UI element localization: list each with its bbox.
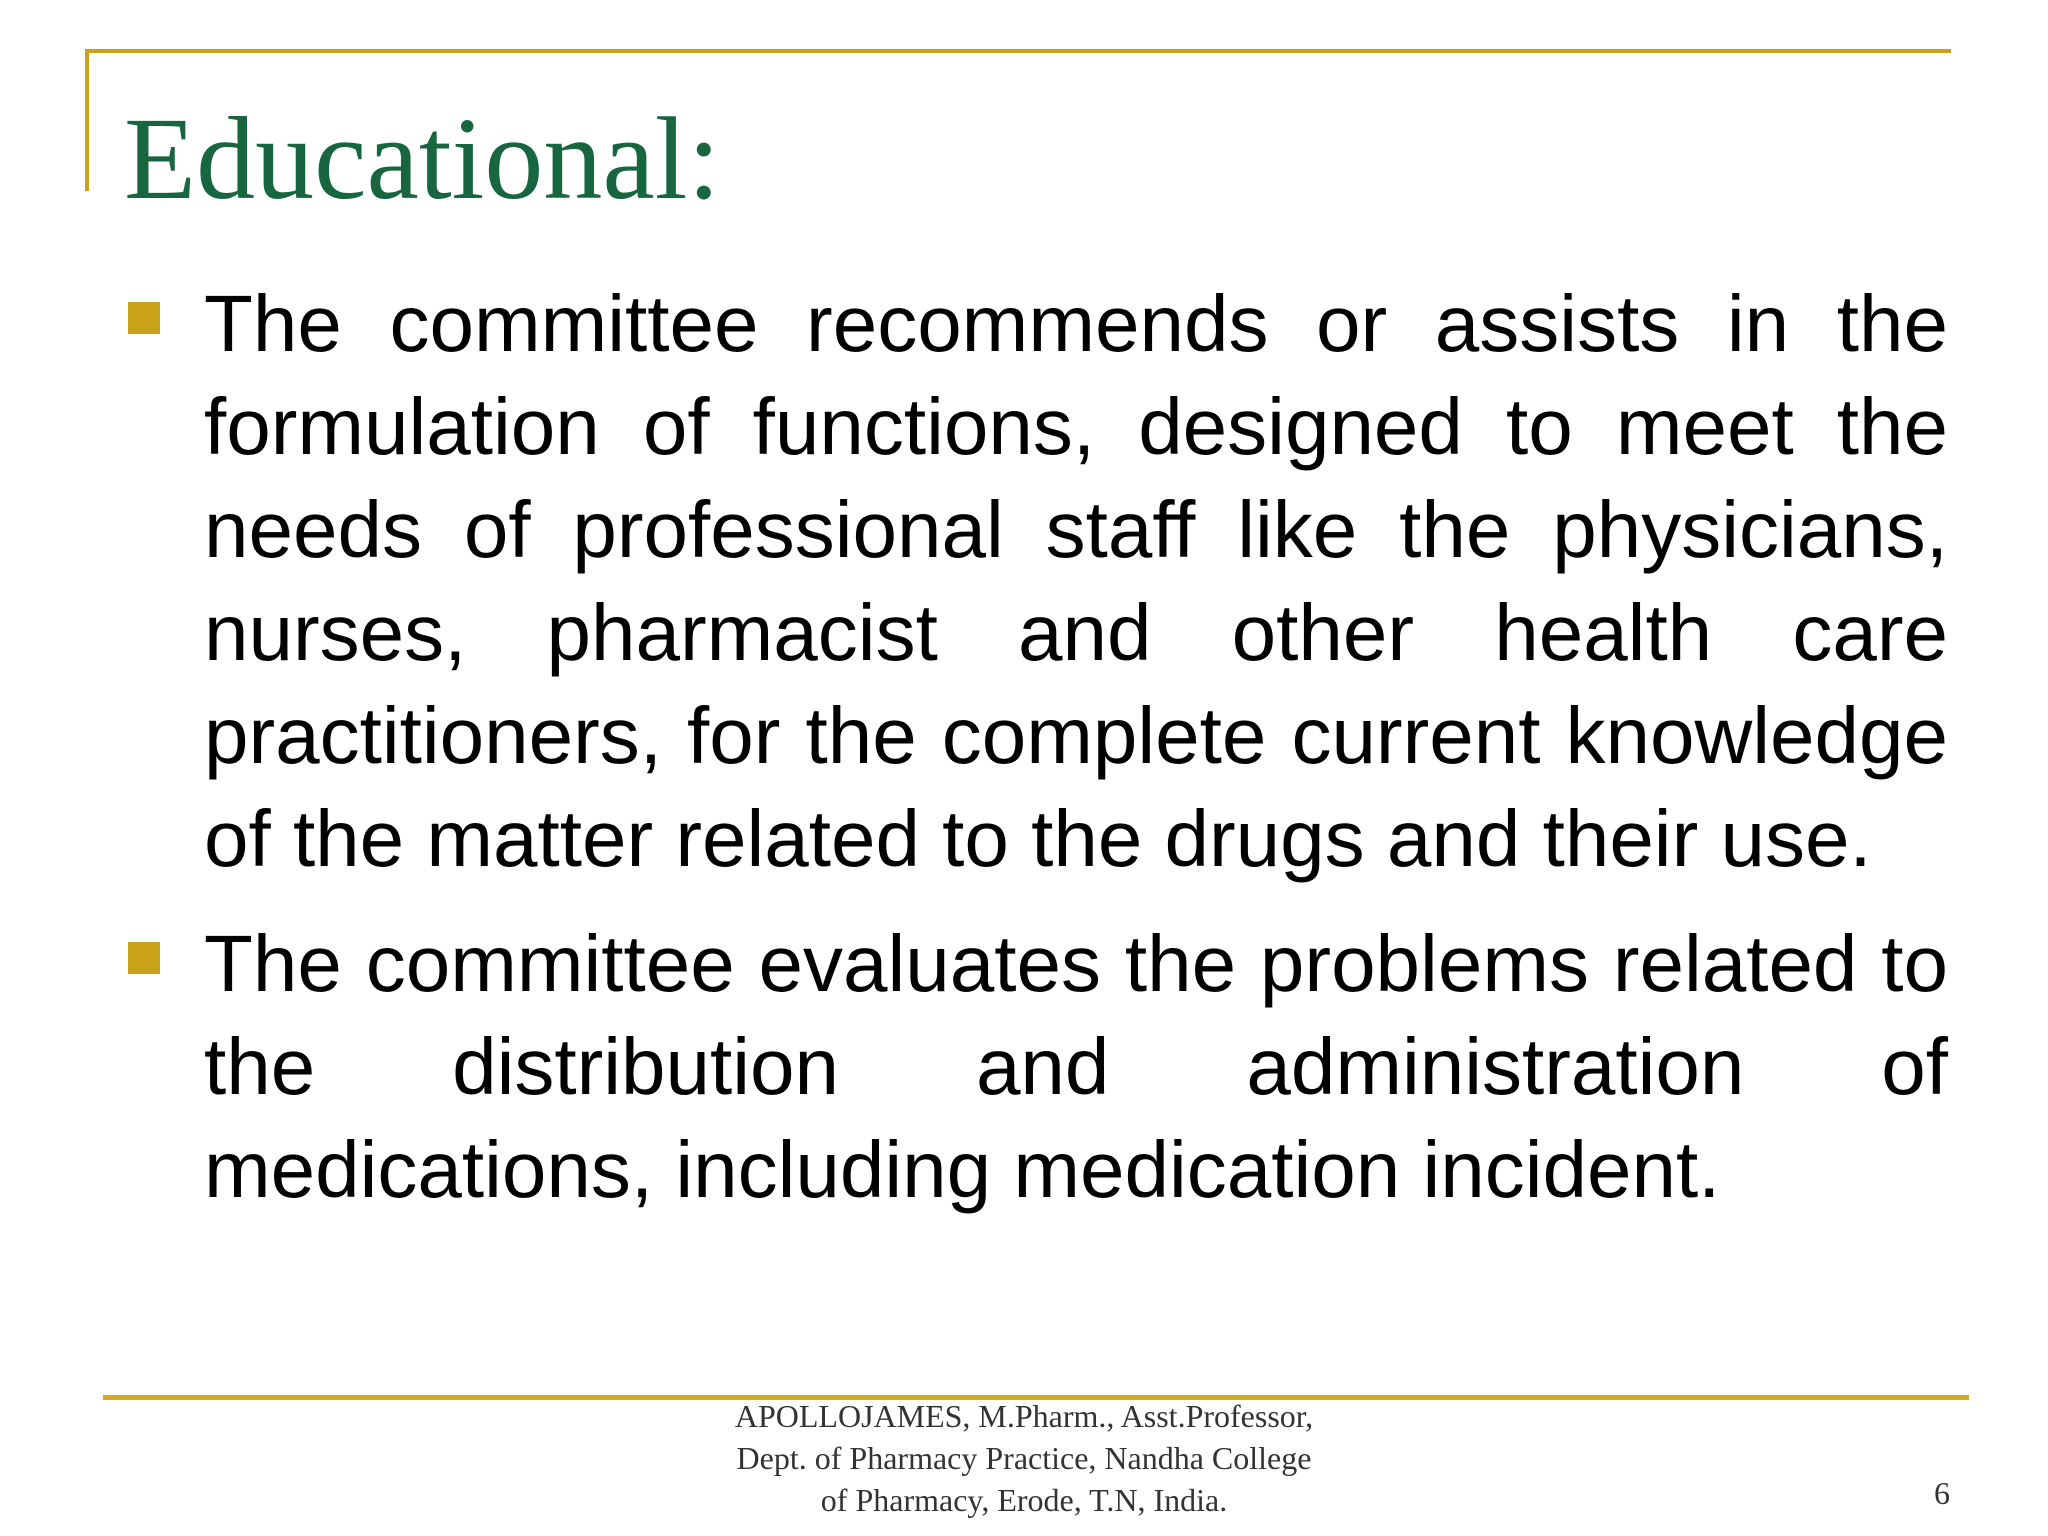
footer-line: APOLLOJAMES, M.Pharm., Asst.Professor, [734,1398,1314,1434]
bullet-text: The committee recommends or assists in the formulation of functions, designed to meet the needs of professional staff like the physicians, nurses, pharmacist and other health care practitioners, for the complete current knowledge of the matter related to the drugs and their use. [204,279,1948,883]
footer-credit [624,1395,1424,1521]
bullet-item [124,912,1948,1221]
footer-line: of Pharmacy, Erode, T.N, India. [820,1482,1228,1518]
page-number: 6 [1934,1475,1950,1511]
frame-left-rule [85,49,89,191]
slide-title: Educational: [124,93,721,224]
square-bullet-icon [128,302,160,334]
square-bullet-icon [128,942,160,974]
frame-top-rule [85,49,1951,53]
bullet-text: The committee evaluates the problems related to the distribution and administration of medications, including medication incident. [204,919,1948,1214]
bullet-item [124,272,1948,890]
bullet-list [124,272,1948,1243]
footer-line: Dept. of Pharmacy Practice, Nandha College [736,1440,1312,1476]
